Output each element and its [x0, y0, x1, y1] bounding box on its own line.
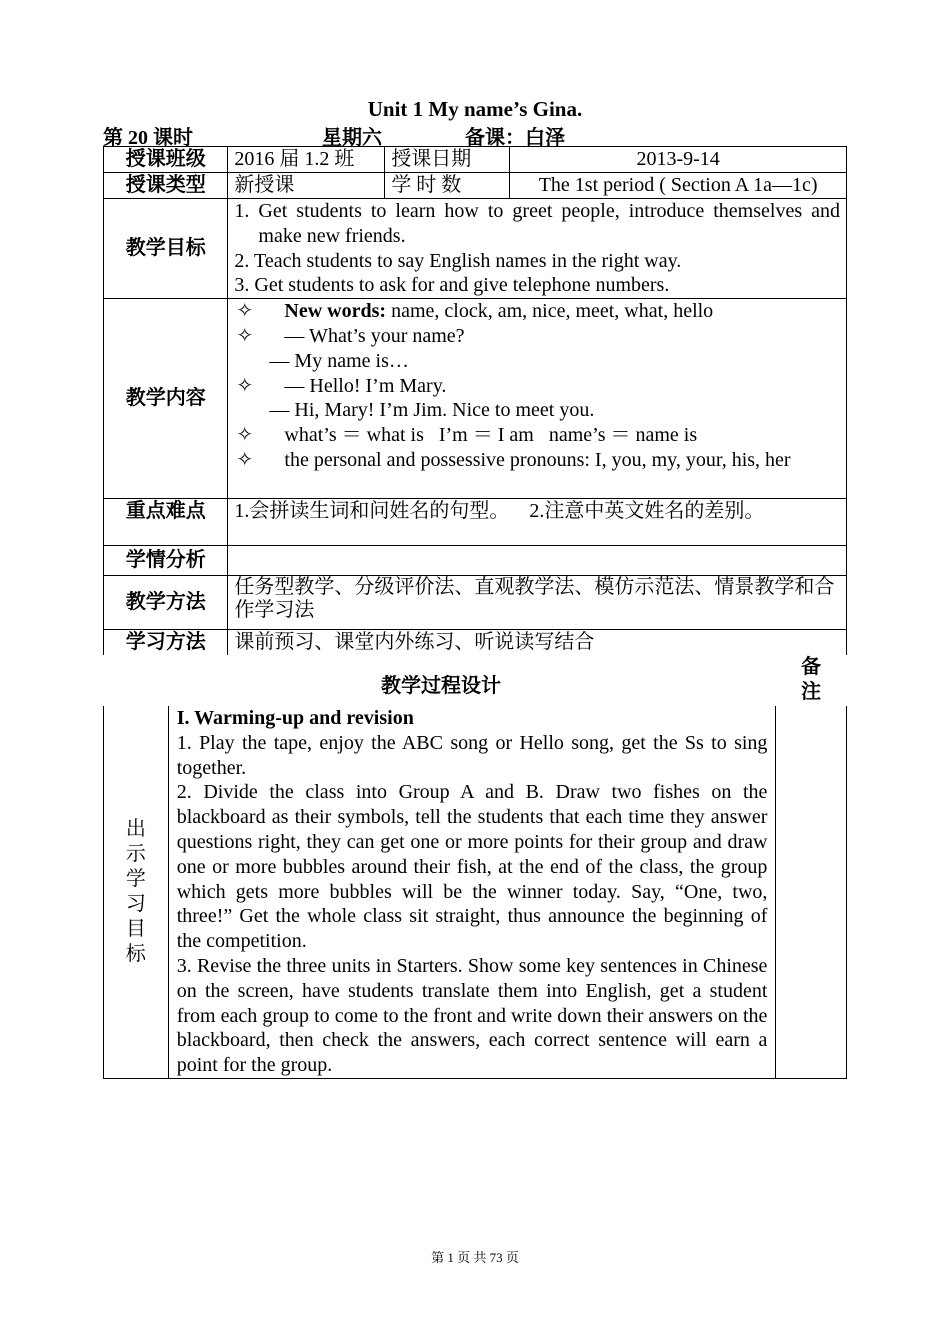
- process-side-label: [104, 706, 169, 1079]
- dialog-answer: — Hi, Mary! I’m Jim. Nice to meet you.: [269, 399, 595, 422]
- new-words: name, clock, am, nice, meet, what, hello: [386, 300, 714, 323]
- diamond-bullet-icon: ✧: [236, 374, 254, 397]
- dialog-answer: — My name is…: [269, 349, 409, 372]
- pronouns: the personal and possessive pronouns: I, you, my, your, his, her: [284, 448, 791, 471]
- content-item: [234, 374, 840, 399]
- hours-value: The 1st period ( Section A 1a—1c): [510, 173, 847, 199]
- diamond-bullet-icon: ✧: [236, 324, 254, 347]
- notes-cell: [776, 706, 847, 1079]
- learning-method-label: 学习方法: [104, 630, 228, 655]
- teaching-method-value: 任务型教学、分级评价法、直观教学法、模仿示范法、情景教学和合作学习法: [228, 576, 847, 630]
- step-item: 1. Play the tape, enjoy the ABC song or Hello song, get the Ss to sing together.: [176, 731, 768, 779]
- lesson-number: 第 20 课时: [103, 127, 193, 149]
- content-label: 教学内容: [104, 299, 228, 499]
- objective-item: 1. Get students to learn how to greet people, introduce themselves and make new friends.: [234, 200, 840, 247]
- content-item: [234, 299, 840, 324]
- weekday: 星期六: [322, 127, 382, 149]
- dialog-question: — Hello! I’m Mary.: [284, 374, 447, 397]
- content-item: [234, 448, 840, 473]
- lesson-info-table: [103, 146, 847, 655]
- hours-label: 学 时 数: [385, 173, 510, 199]
- diamond-bullet-icon: ✧: [236, 424, 254, 447]
- analysis-label: 学情分析: [104, 546, 228, 576]
- objective-item: 3. Get students to ask for and give telephone numbers.: [234, 274, 670, 297]
- content-item: [234, 324, 840, 349]
- objectives-label: 教学目标: [104, 199, 228, 299]
- content-cell: [228, 299, 847, 499]
- section-title: I. Warming-up and revision: [176, 707, 414, 729]
- diamond-bullet-icon: ✧: [236, 448, 254, 471]
- date-value: 2013-9-14: [510, 147, 847, 173]
- content-item: [234, 423, 840, 448]
- preparer: 备课：白泽: [465, 127, 565, 149]
- new-words-label: New words:: [284, 300, 387, 323]
- type-value: 新授课: [228, 173, 385, 199]
- keypoints-value: 1.会拼读生词和问姓名的句型。 2.注意中英文姓名的差别。: [228, 499, 847, 546]
- side-label-text: 出示学习目标: [125, 818, 146, 965]
- learning-method-value: 课前预习、课堂内外练习、听说读写结合: [228, 630, 847, 655]
- page-footer: 第 1 页 共 73 页: [431, 1250, 519, 1265]
- analysis-value: [228, 546, 847, 576]
- process-body: [168, 706, 776, 1079]
- objective-item: 2. Teach students to say English names in the right way.: [234, 249, 682, 272]
- objectives-cell: [228, 199, 847, 299]
- type-label: 授课类型: [104, 173, 228, 199]
- dialog-question: — What’s your name?: [284, 324, 465, 347]
- class-value: 2016 届 1.2 班: [228, 147, 385, 173]
- teaching-method-label: 教学方法: [104, 576, 228, 630]
- process-heading: 教学过程设计: [381, 675, 501, 697]
- notes-label: 备注: [801, 656, 821, 703]
- class-label: 授课班级: [104, 147, 228, 173]
- page-title: Unit 1 My name’s Gina.: [367, 97, 583, 121]
- diamond-bullet-icon: ✧: [236, 300, 254, 323]
- keypoints-label: 重点难点: [104, 499, 228, 546]
- contractions: what’s ＝ what is I’m ＝ I am name’s ＝ name is: [284, 424, 698, 447]
- step-item: 3. Revise the three units in Starters. Show some key sentences in Chinese on the screen, have students translate them into English, get a student from each group to come to the front and write down their answers on the blackboard, then check the answers, each correct sentence will earn a point for the group.: [176, 954, 768, 1077]
- step-item: 2. Divide the class into Group A and B. Draw two fishes on the blackboard as their symbols, tell the students that each time they answer questions right, they can get one or more points for their group and draw one or more bubbles around their fish, at the end of the class, the group which gets more bubbles will be the winner today. Say, “One, two, three!” Get the whole class sit straight, thus announce the beginning of the competition.: [176, 781, 768, 953]
- date-label: 授课日期: [385, 147, 510, 173]
- process-table: [103, 706, 847, 1079]
